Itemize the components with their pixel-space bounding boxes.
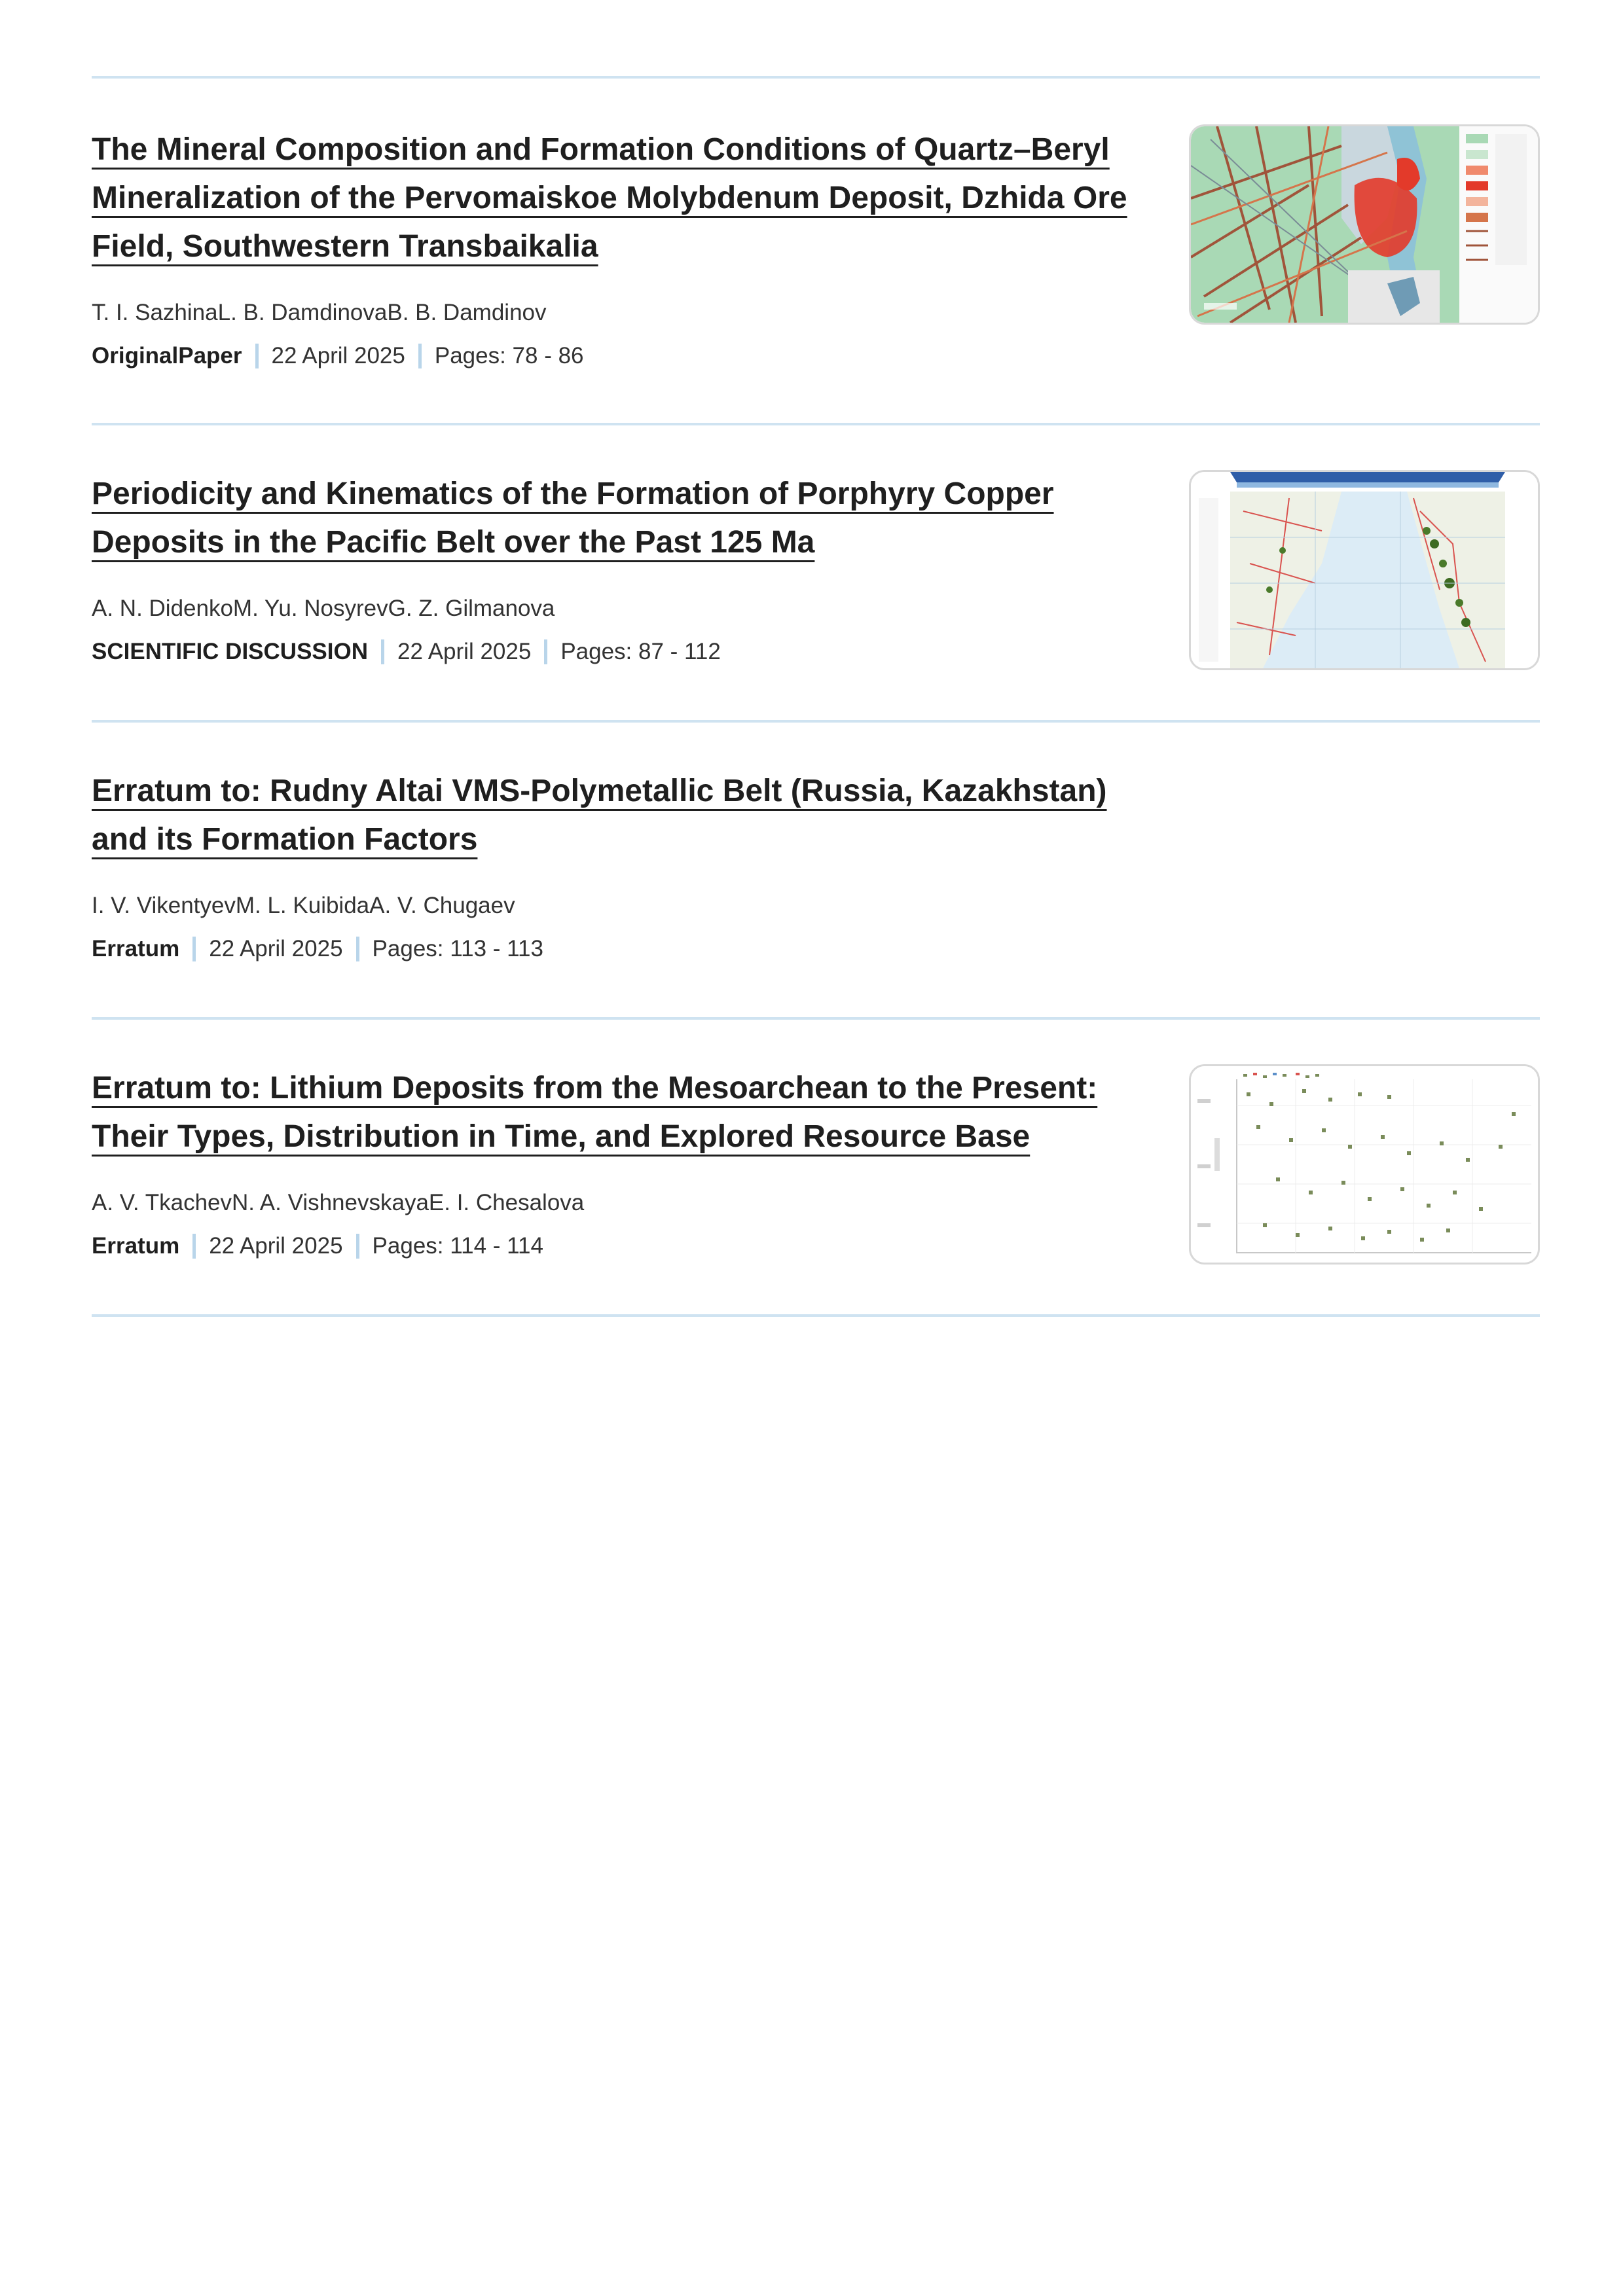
- geologic-map-figure: [1191, 126, 1538, 323]
- article-type: SCIENTIFIC DISCUSSION: [92, 639, 368, 664]
- pacific-map-figure: [1191, 472, 1538, 668]
- article-item: [92, 1020, 1540, 1314]
- article-item: [92, 425, 1540, 720]
- article-text: [92, 126, 1152, 370]
- scatter-plot-figure: [1191, 1066, 1538, 1263]
- article-meta: [92, 935, 1152, 963]
- article-text: [92, 767, 1152, 963]
- meta-separator: [418, 344, 422, 368]
- article-type: Erratum: [92, 936, 180, 961]
- meta-separator: [255, 344, 259, 368]
- article-meta: [92, 1232, 1152, 1261]
- article-title-link[interactable]: Erratum to: Lithium Deposits from the Mesoarchean to the Present: Their Types, Distribution in Time, and Explored Resource Base: [92, 1071, 1098, 1154]
- article-item: [92, 723, 1540, 1017]
- article-date: 22 April 2025: [209, 936, 343, 961]
- article-pages: Pages: 87 - 112: [560, 639, 721, 664]
- article-pages: Pages: 114 - 114: [372, 1233, 543, 1259]
- article-date: 22 April 2025: [209, 1233, 343, 1259]
- article-authors: A. N. DidenkoM. Yu. NosyrevG. Z. Gilmanova: [92, 596, 555, 621]
- article-title-link[interactable]: Periodicity and Kinematics of the Formation of Porphyry Copper Deposits in the Pacific Belt over the Past 125 Ma: [92, 476, 1054, 560]
- article-text: [92, 1064, 1152, 1261]
- article-date: 22 April 2025: [397, 639, 532, 664]
- article-authors: T. I. SazhinaL. B. DamdinovaB. B. Damdinov: [92, 300, 547, 325]
- article-authors: I. V. VikentyevM. L. KuibidaA. V. Chugaev: [92, 893, 515, 918]
- meta-separator: [356, 937, 359, 961]
- article-type: OriginalPaper: [92, 343, 242, 368]
- article-title-link[interactable]: Erratum to: Rudny Altai VMS-Polymetallic Belt (Russia, Kazakhstan) and its Formation Factors: [92, 774, 1107, 857]
- meta-separator: [544, 639, 547, 664]
- article-thumbnail[interactable]: [1189, 124, 1540, 325]
- article-text: [92, 470, 1152, 666]
- article-authors: A. V. TkachevN. A. VishnevskayaE. I. Chesalova: [92, 1190, 585, 1215]
- article-pages: Pages: 78 - 86: [434, 343, 584, 368]
- article-thumbnail[interactable]: [1189, 470, 1540, 670]
- divider: [92, 1314, 1540, 1317]
- article-meta: [92, 637, 1152, 666]
- meta-separator: [192, 937, 196, 961]
- article-pages: Pages: 113 - 113: [372, 936, 543, 961]
- article-date: 22 April 2025: [271, 343, 405, 368]
- article-title-link[interactable]: The Mineral Composition and Formation Conditions of Quartz–Beryl Mineralization of the Pervomaiskoe Molybdenum Deposit, Dzhida Ore Field, Southwestern Transbaikalia: [92, 132, 1127, 264]
- meta-separator: [381, 639, 384, 664]
- article-item: [92, 79, 1540, 423]
- article-thumbnail[interactable]: [1189, 1064, 1540, 1265]
- article-type: Erratum: [92, 1233, 180, 1259]
- meta-separator: [192, 1234, 196, 1259]
- article-list: [92, 76, 1540, 1317]
- meta-separator: [356, 1234, 359, 1259]
- article-meta: [92, 342, 1152, 370]
